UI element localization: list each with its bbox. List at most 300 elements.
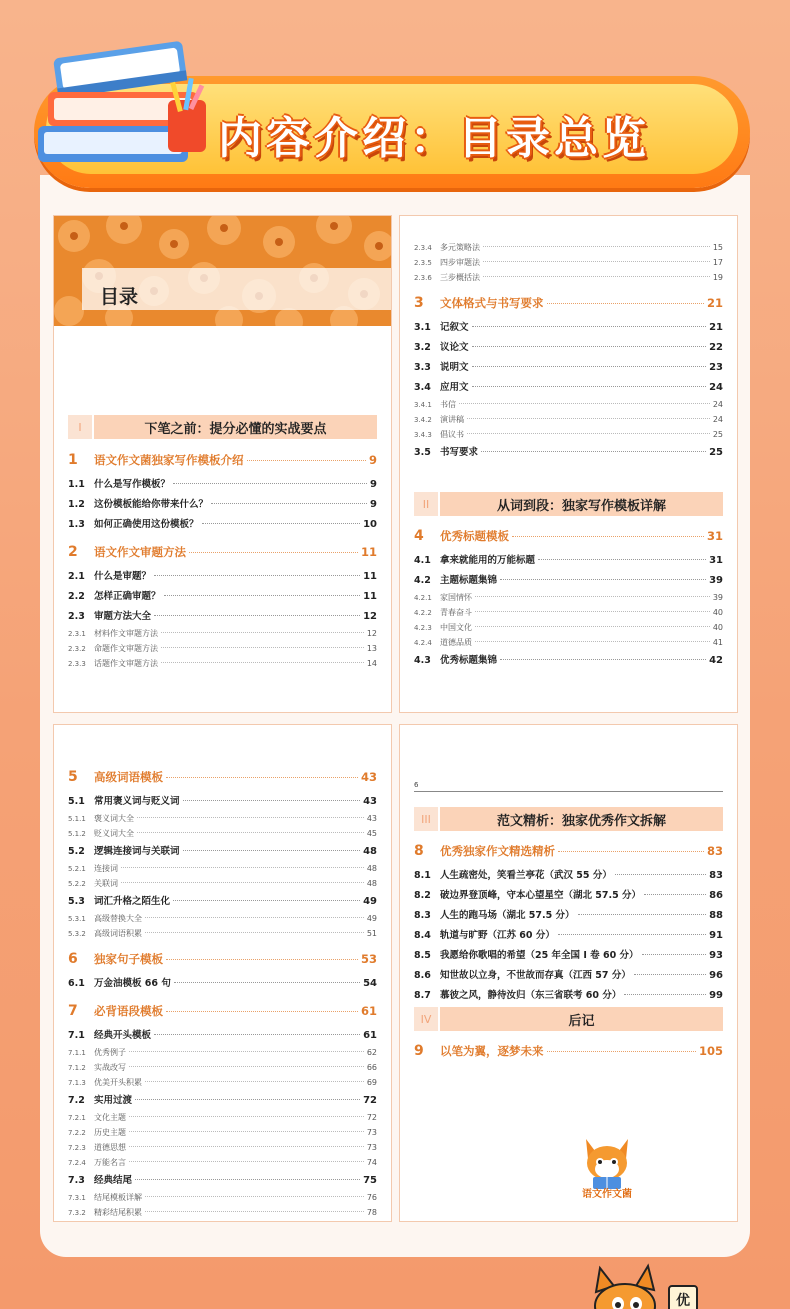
toc-subsection-row [414,607,723,618]
toc-number: 7.1.1 [68,1049,86,1057]
toc-page-number: 105 [698,1044,723,1058]
toc-page-number: 12 [363,611,377,622]
toc-number: 4.2.3 [414,624,432,632]
toc-section-row [414,572,723,586]
part-ii-banner [414,492,723,516]
leader-dots [145,1211,364,1212]
leader-dots [644,894,706,895]
toc-title: 演讲稿 [440,415,464,424]
toc-subsection-row [414,592,723,603]
page-marker: 6 [414,781,723,792]
toc-section-row [68,1092,377,1106]
leader-dots [164,595,361,596]
toc-chapter-row [68,1003,377,1019]
part-title: 范文精析：独家优秀作文拆解 [440,807,723,831]
toc-page-number: 9 [370,499,377,510]
toc-section-row [414,359,723,373]
toc-section-row [414,867,723,881]
toc-page-number: 69 [366,1078,377,1087]
leader-dots [472,366,707,367]
toc-section-row [414,319,723,333]
toc-page-number: 75 [363,1175,377,1186]
toc-page-number: 91 [709,930,723,941]
toc-title: 应用文 [440,382,469,393]
toc-page-number: 86 [709,890,723,901]
toc-number: 2.3.4 [414,244,432,252]
toc-number: 1.2 [68,499,85,510]
toc-page-number: 40 [712,623,723,632]
toc-number: 4.2 [414,575,431,586]
toc-number: 8.7 [414,990,431,1001]
toc-section-row [68,588,377,602]
toc-title: 贬义词大全 [94,829,134,838]
toc-number: 7.3 [68,1175,85,1186]
toc-title: 优美开头积累 [94,1078,142,1087]
toc-page-number: 48 [366,864,377,873]
toc-number: 7.2.2 [68,1129,86,1137]
toc-page-number: 10 [363,519,377,530]
toc-title: 命题作文审题方法 [94,644,158,653]
toc-subsection-row [68,1192,377,1203]
toc-page-number: 11 [363,591,377,602]
leader-dots [558,934,706,935]
toc-number: 8.1 [414,870,431,881]
toc-page-number: 21 [706,296,723,310]
toc-title: 话题作文审题方法 [94,659,158,668]
toc-number: 3 [414,295,424,311]
toc-subsection-row [414,622,723,633]
toc-number: 2.3.2 [68,645,86,653]
toc-title: 记叙文 [440,322,469,333]
toc-section-row [414,927,723,941]
toc-page-number: 49 [366,914,377,923]
leader-dots [500,579,706,580]
toc-page-number: 39 [709,575,723,586]
toc-title: 说明文 [440,362,469,373]
toc-page-number: 9 [368,453,377,467]
toc-page-number: 74 [366,1158,377,1167]
part-roman: III [414,807,438,831]
leader-dots [154,575,360,576]
toc-title: 道德思想 [94,1143,126,1152]
leader-dots [183,850,361,851]
toc-title: 高级词语积累 [94,929,142,938]
toc-number: 7.2.3 [68,1144,86,1152]
toc-number: 3.3 [414,362,431,373]
part-roman: II [414,492,438,516]
toc-page-number: 88 [709,910,723,921]
toc-number: 3.1 [414,322,431,333]
toc-subsection-row [68,1077,377,1088]
toc-title: 实战改写 [94,1063,126,1072]
toc-page-number: 25 [712,430,723,439]
toc-number: 3.4.2 [414,416,432,424]
leader-dots [166,777,358,778]
toc-number: 5.1.1 [68,815,86,823]
toc-section-row [68,1027,377,1041]
flower-header-image [54,216,391,326]
mascot-label: 语文作文菌 [582,1189,632,1200]
toc-number: 2.3 [68,611,85,622]
leader-dots [173,900,360,901]
toc-page-number: 15 [712,243,723,252]
toc-number: 5.3.1 [68,915,86,923]
leader-dots [467,433,710,434]
toc-section-row [414,339,723,353]
toc-page-2 [399,215,738,713]
toc-page-number: 41 [712,638,723,647]
toc-section-row [68,476,377,490]
toc-number: 7.3.1 [68,1194,86,1202]
toc-page-number: 17 [712,258,723,267]
toc-number: 3.4 [414,382,431,393]
toc-section-row [68,568,377,582]
toc-subsection-row [414,429,723,440]
toc-subsection-row [414,272,723,283]
toc-subsection-row [68,1112,377,1123]
leader-dots [475,626,710,627]
toc-page-number: 43 [360,770,377,784]
toc-number: 4.3 [414,655,431,666]
toc-page-number: 99 [709,990,723,1001]
toc-section-row [68,793,377,807]
toc-page-number: 51 [366,929,377,938]
toc-title: 审题方法大全 [94,611,152,622]
toc-title: 结尾模板详解 [94,1193,142,1202]
toc-title: 关联词 [94,879,118,888]
toc-title: 经典开头模板 [94,1030,152,1041]
toc-section-row [68,843,377,857]
toc-section-row [68,496,377,510]
toc-title: 什么是审题？ [94,571,152,582]
toc-subsection-row [68,863,377,874]
toc-number: 3.2 [414,342,431,353]
toc-title: 连接词 [94,864,118,873]
toc-page-number: 12 [366,629,377,638]
toc-subsection-row [414,414,723,425]
toc-number: 7.2 [68,1095,85,1106]
toc-page-number: 11 [360,545,377,559]
toc-number: 8.5 [414,950,431,961]
toc-subsection-row [68,628,377,639]
toc-page-number: 45 [366,829,377,838]
toc-page-number: 14 [366,659,377,668]
toc-number: 7.1.2 [68,1064,86,1072]
toc-page-number: 39 [712,593,723,602]
toc-number: 8.4 [414,930,431,941]
toc-section-row [68,516,377,530]
toc-page-number: 9 [370,479,377,490]
toc-title: 家国情怀 [440,593,472,602]
leader-dots [145,1196,364,1197]
toc-chapter-row [68,452,377,468]
leader-dots [166,1011,358,1012]
toc-page-4 [399,724,738,1222]
toc-title: 高级替换大全 [94,914,142,923]
toc-page-number: 72 [366,1113,377,1122]
toc-title: 褒义词大全 [94,814,134,823]
toc-title: 逻辑连接词与关联词 [94,846,180,857]
toc-page-number: 66 [366,1063,377,1072]
toc-subsection-row [68,1207,377,1218]
toc-subsection-row [68,658,377,669]
toc-number: 1 [68,452,78,468]
toc-title: 以笔为翼，逐梦未来 [440,1044,544,1058]
leader-dots [154,615,360,616]
toc-chapter-row [68,544,377,560]
books-illustration [28,30,218,170]
corner-badge: 优 [668,1285,698,1309]
toc-title: 书写要求 [440,447,479,458]
toc-page-number: 11 [363,571,377,582]
toc-section-row [414,967,723,981]
toc-title: 人生的跑马场（湖北 57.5 分） [440,910,575,921]
toc-subsection-row [68,813,377,824]
part-roman: IV [414,1007,438,1031]
leader-dots [121,867,364,868]
leader-dots [634,974,706,975]
toc-title: 优秀独家作文精选精析 [440,844,555,858]
toc-subsection-row [68,1127,377,1138]
leader-dots [512,536,704,537]
toc-section-row [414,444,723,458]
toc-number: 2.3.1 [68,630,86,638]
toc-title: 多元策略法 [440,243,480,252]
leader-dots [483,261,710,262]
part-iv-banner [414,1007,723,1031]
toc-subsection-row [68,913,377,924]
leader-dots [500,659,706,660]
toc-page-number: 61 [363,1030,377,1041]
toc-page-number: 73 [366,1128,377,1137]
toc-number: 2.2 [68,591,85,602]
toc-title: 拿来就能用的万能标题 [440,555,536,566]
toc-page-number: 13 [366,644,377,653]
toc-number: 6 [68,951,78,967]
toc-title: 高级词语模板 [94,770,163,784]
toc-page-number: 78 [366,1208,377,1217]
leader-dots [129,1146,364,1147]
toc-page-1 [53,215,392,713]
leader-dots [475,611,710,612]
toc-title: 独家句子模板 [94,952,163,966]
leader-dots [189,552,358,553]
toc-page-number: 22 [709,342,723,353]
toc-number: 5.3 [68,896,85,907]
toc-page-number: 83 [706,844,723,858]
part-roman: I [68,415,92,439]
leader-dots [121,882,364,883]
toc-page-number: 49 [363,896,377,907]
toc-number: 5.2.2 [68,880,86,888]
part-i-banner [68,415,377,439]
toc-chapter-row [68,951,377,967]
leader-dots [161,647,364,648]
toc-title: 青春奋斗 [440,608,472,617]
leader-dots [475,596,710,597]
toc-title: 如何正确使用这份模板？ [94,519,199,530]
leader-dots [129,1116,364,1117]
leader-dots [483,276,710,277]
toc-section-row [68,608,377,622]
toc-chapter-row [414,1043,723,1059]
toc-number: 8.3 [414,910,431,921]
toc-title: 经典结尾 [94,1175,133,1186]
toc-subsection-row [68,1142,377,1153]
toc-title: 必背语段模板 [94,1004,163,1018]
toc-chapter-row [414,528,723,544]
leader-dots [161,662,364,663]
toc-title: 中国文化 [440,623,472,632]
toc-heading: 目录 [100,286,139,308]
toc-section-row [414,947,723,961]
toc-page-number: 40 [712,608,723,617]
toc-title: 材料作文审题方法 [94,629,158,638]
toc-number: 8 [414,843,424,859]
toc-number: 5.1.2 [68,830,86,838]
toc-number: 2 [68,544,78,560]
toc-page-number: 73 [366,1143,377,1152]
toc-title: 文体格式与书写要求 [440,296,544,310]
toc-title: 优秀例子 [94,1048,126,1057]
leader-dots [538,559,706,560]
toc-number: 4 [414,528,424,544]
toc-page-number: 83 [709,870,723,881]
toc-page-number: 93 [709,950,723,961]
leader-dots [558,851,704,852]
part-iii-banner [414,807,723,831]
toc-section-row [68,975,377,989]
toc-number: 4.2.2 [414,609,432,617]
toc-number: 3.4.1 [414,401,432,409]
toc-title: 主题标题集锦 [440,575,498,586]
toc-number: 1.3 [68,519,85,530]
leader-dots [145,932,364,933]
toc-page-number: 48 [363,846,377,857]
toc-subsection-row [414,257,723,268]
toc-subsection-row [68,1062,377,1073]
toc-page-3 [53,724,392,1222]
toc-title: 我愿给你歌唱的希望（25 年全国 I 卷 60 分） [440,950,639,961]
toc-title: 精彩结尾积累 [94,1208,142,1217]
toc-subsection-row [414,242,723,253]
toc-page-number: 76 [366,1193,377,1202]
toc-number: 9 [414,1043,424,1059]
toc-number: 5.1 [68,796,85,807]
leader-dots [211,503,367,504]
leader-dots [129,1051,364,1052]
toc-subsection-row [68,1047,377,1058]
banner-title: 内容介绍：目录总览 [218,113,650,164]
part-title: 后记 [440,1007,723,1031]
toc-number: 7 [68,1003,78,1019]
toc-number: 3.5 [414,447,431,458]
toc-subsection-row [68,878,377,889]
leader-dots [467,418,710,419]
toc-chapter-row [414,295,723,311]
leader-dots [624,994,706,995]
toc-title: 优秀标题集锦 [440,655,498,666]
leader-dots [547,303,704,304]
leader-dots [459,403,710,404]
toc-title: 常用褒义词与贬义词 [94,796,180,807]
leader-dots [173,483,367,484]
toc-title: 万能名言 [94,1158,126,1167]
toc-page-number: 24 [709,382,723,393]
leader-dots [145,917,364,918]
toc-chapter-row [68,769,377,785]
toc-title: 倡议书 [440,430,464,439]
toc-title: 轨道与旷野（江苏 60 分） [440,930,555,941]
toc-number: 7.1.3 [68,1079,86,1087]
toc-number: 1.1 [68,479,85,490]
toc-page-number: 43 [366,814,377,823]
toc-section-row [414,887,723,901]
toc-section-row [68,893,377,907]
toc-number: 5.2.1 [68,865,86,873]
toc-chapter-row [414,843,723,859]
toc-page-number: 53 [360,952,377,966]
toc-subsection-row [414,637,723,648]
leader-dots [135,1099,360,1100]
toc-title: 词汇升格之陌生化 [94,896,171,907]
toc-title: 文化主题 [94,1113,126,1122]
toc-number: 2.3.3 [68,660,86,668]
toc-page-number: 61 [360,1004,377,1018]
toc-page-number: 19 [712,273,723,282]
leader-dots [137,832,364,833]
leader-dots [161,632,364,633]
leader-dots [475,641,710,642]
toc-section-row [414,987,723,1001]
leader-dots [129,1131,364,1132]
toc-title: 实用过渡 [94,1095,133,1106]
toc-title: 慕彼之风，静待汝归（东三省联考 60 分） [440,990,622,1001]
leader-dots [642,954,707,955]
toc-title: 破边界登顶峰，守本心望星空（湖北 57.5 分） [440,890,642,901]
toc-section-row [414,907,723,921]
toc-page-number: 25 [709,447,723,458]
toc-subsection-row [68,1157,377,1168]
leader-dots [472,346,707,347]
leader-dots [578,914,707,915]
toc-page-number: 48 [366,879,377,888]
toc-number: 2.3.6 [414,274,432,282]
toc-title: 什么是写作模板？ [94,479,171,490]
toc-title: 人生疏密处，笑看兰亭花（武汉 55 分） [440,870,612,881]
leader-dots [135,1179,360,1180]
toc-number: 7.2.4 [68,1159,86,1167]
toc-section-row [68,1172,377,1186]
toc-title: 道德品质 [440,638,472,647]
toc-number: 7.3.2 [68,1209,86,1217]
leader-dots [547,1051,696,1052]
toc-number: 8.2 [414,890,431,901]
toc-page-number: 43 [363,796,377,807]
leader-dots [472,386,707,387]
toc-number: 7.2.1 [68,1114,86,1122]
toc-page-number: 31 [706,529,723,543]
toc-number: 5.2 [68,846,85,857]
toc-title: 优秀标题模板 [440,529,509,543]
toc-number: 5 [68,769,78,785]
toc-section-row [414,652,723,666]
leader-dots [247,460,366,461]
toc-number: 8.6 [414,970,431,981]
leader-dots [615,874,706,875]
toc-page-number: 62 [366,1048,377,1057]
leader-dots [183,800,361,801]
